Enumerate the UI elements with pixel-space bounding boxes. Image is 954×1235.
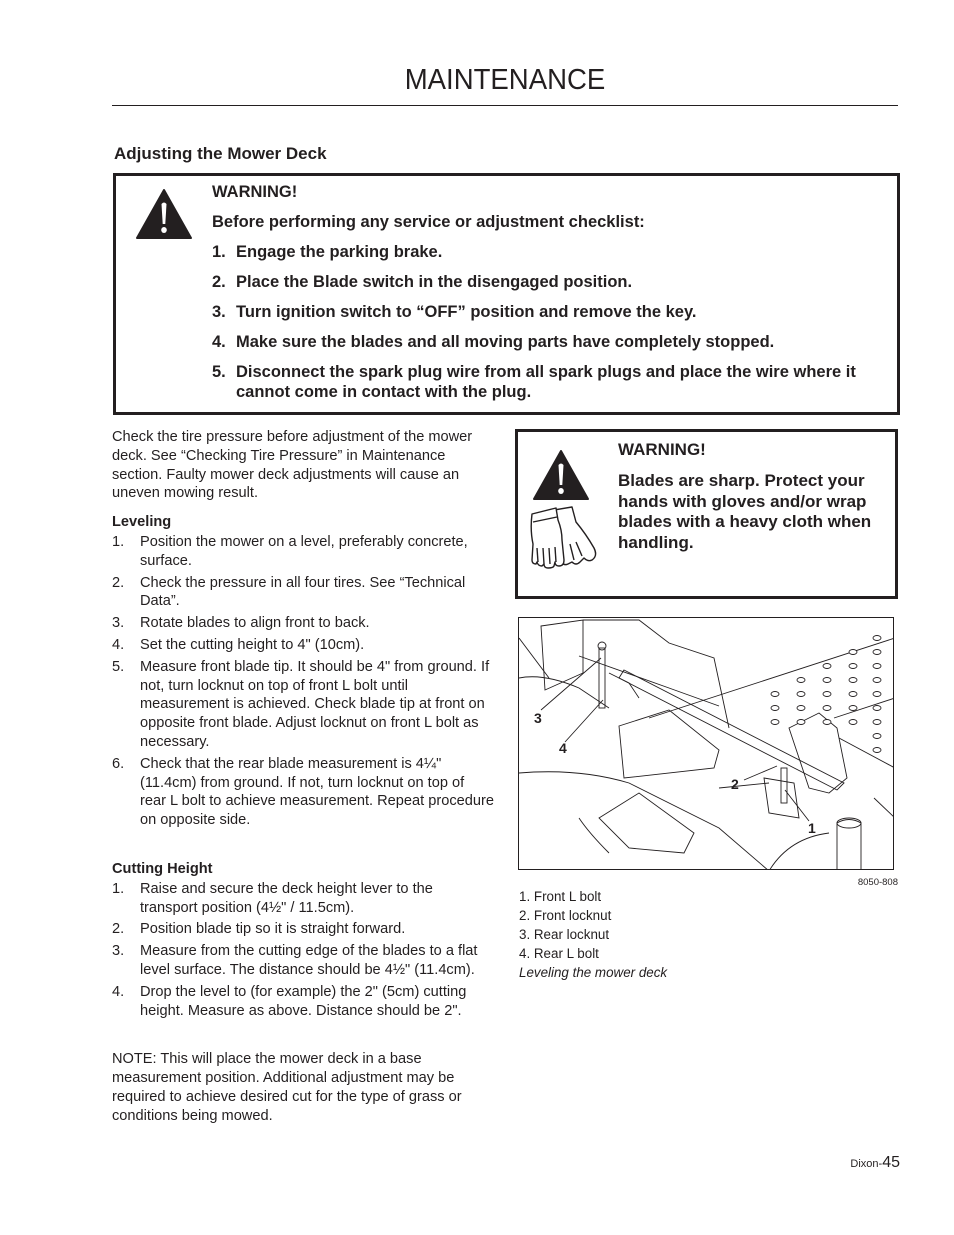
- mower-deck-illustration: [518, 617, 894, 870]
- item-number: 2.: [112, 574, 125, 591]
- section-title: Adjusting the Mower Deck: [114, 144, 327, 163]
- legend-item: 2. Front locknut: [519, 908, 612, 923]
- page-title: MAINTENANCE: [404, 64, 606, 96]
- warning-text: Blades are sharp. Protect your hands with gloves and/or wrap blades with a heavy cloth when handling.: [618, 470, 872, 553]
- item-number: 4.: [112, 636, 125, 653]
- warning-box-service: [113, 173, 900, 415]
- list-item: [112, 983, 494, 1021]
- item-number: 1.: [112, 533, 125, 550]
- item-number: 3.: [112, 943, 125, 960]
- warning-step: [212, 362, 877, 402]
- gloves-icon: [528, 504, 602, 570]
- warning-triangle-icon: [532, 449, 590, 501]
- legend-item: 3. Rear locknut: [519, 927, 610, 942]
- deck-line-drawing: [519, 618, 894, 870]
- note-paragraph: NOTE: This will place the mower deck in a base measurement position. Additional adjustment may be required to achieve desired cut for the type of grass or conditions being mowed.: [112, 1051, 462, 1124]
- item-text: Raise and secure the deck height lever to the transport position (4½" / 11.5cm).: [140, 880, 433, 916]
- step-text: Engage the parking brake.: [236, 243, 443, 261]
- legend-item: 4. Rear L bolt: [519, 946, 599, 961]
- warning-box-blades: [515, 429, 898, 599]
- step-text: Place the Blade switch in the disengaged position.: [236, 273, 633, 291]
- list-item: [112, 880, 494, 918]
- item-text: Position blade tip so it is straight forward.: [140, 921, 406, 938]
- warning-heading: WARNING!: [618, 440, 706, 459]
- figure-legend: [519, 887, 667, 982]
- item-number: 4.: [112, 983, 125, 1000]
- item-text: Rotate blades to align front to back.: [140, 615, 370, 632]
- title-divider: [112, 105, 898, 106]
- list-item: [112, 533, 494, 571]
- list-item: [112, 920, 494, 939]
- cutting-height-heading: Cutting Height: [112, 860, 213, 877]
- callout-2: 2: [731, 776, 739, 792]
- page-footer: [850, 1154, 900, 1172]
- step-number: 4.: [212, 333, 226, 351]
- intro-paragraph: Check the tire pressure before adjustment of the mower deck. See “Checking Tire Pressure” in Maintenance section. Faulty mower deck adjustments will cause an uneven mowing result.: [112, 429, 473, 502]
- page-number: 45: [882, 1154, 900, 1171]
- step-text: Turn ignition switch to “OFF” position and remove the key.: [236, 303, 697, 321]
- step-number: 5.: [212, 363, 226, 381]
- warning-step: [212, 332, 877, 352]
- callout-3: 3: [534, 710, 542, 726]
- callout-4: 4: [559, 740, 567, 756]
- list-item: [112, 614, 494, 633]
- footer-brand: Dixon-: [850, 1158, 883, 1170]
- step-number: 1.: [212, 243, 226, 261]
- leveling-steps: [112, 533, 494, 830]
- step-number: 2.: [212, 273, 226, 291]
- step-number: 3.: [212, 303, 226, 321]
- left-column: [112, 428, 494, 1126]
- item-number: 6.: [112, 755, 125, 772]
- item-text: Measure front blade tip. It should be 4" from ground. If not, turn locknut on top of front L bolt until measurement is achieved. Check blade tip at front on opposite front blade. Adjust locknut on front L bolt as necessary.: [140, 658, 490, 750]
- item-number: 3.: [112, 615, 125, 632]
- item-text: Check the pressure in all four tires. See “Technical Data”.: [140, 574, 466, 610]
- item-text: Drop the level to (for example) the 2" (5cm) cutting height. Measure as above. Distance should be 2".: [140, 983, 467, 1019]
- item-number: 5.: [112, 658, 125, 675]
- warning-step: [212, 242, 877, 262]
- item-number: 2.: [112, 921, 125, 938]
- warning-intro: Before performing any service or adjustment checklist:: [212, 213, 645, 231]
- warning-step: [212, 302, 877, 322]
- warning-triangle-icon: [135, 188, 193, 240]
- item-number: 1.: [112, 880, 125, 897]
- callout-1: 1: [808, 820, 816, 836]
- list-item: [112, 658, 494, 752]
- item-text: Check that the rear blade measurement is 4¼" (11.4cm) from ground. If not, turn locknut on top of rear L bolt to achieve measurement. Repeat procedure on opposite side.: [140, 755, 494, 829]
- item-text: Set the cutting height to 4" (10cm).: [140, 636, 365, 653]
- list-item: [112, 636, 494, 655]
- step-text: Make sure the blades and all moving parts have completely stopped.: [236, 333, 775, 351]
- item-text: Position the mower on a level, preferably concrete, surface.: [140, 533, 468, 569]
- warning-step: [212, 272, 877, 292]
- cutting-height-steps: [112, 880, 494, 1021]
- warning-heading: WARNING!: [212, 183, 298, 201]
- step-text: Disconnect the spark plug wire from all spark plugs and place the wire where it cannot come in contact with the plug.: [236, 363, 856, 401]
- figure-caption: Leveling the mower deck: [519, 965, 668, 980]
- legend-item: 1. Front L bolt: [519, 889, 602, 904]
- figure-code: 8050-808: [857, 877, 898, 888]
- item-text: Measure from the cutting edge of the blades to a flat level surface. The distance should be 4½" (11.4cm).: [140, 943, 478, 978]
- list-item: [112, 942, 494, 980]
- leveling-heading: Leveling: [112, 514, 172, 531]
- list-item: [112, 755, 494, 830]
- list-item: [112, 574, 494, 612]
